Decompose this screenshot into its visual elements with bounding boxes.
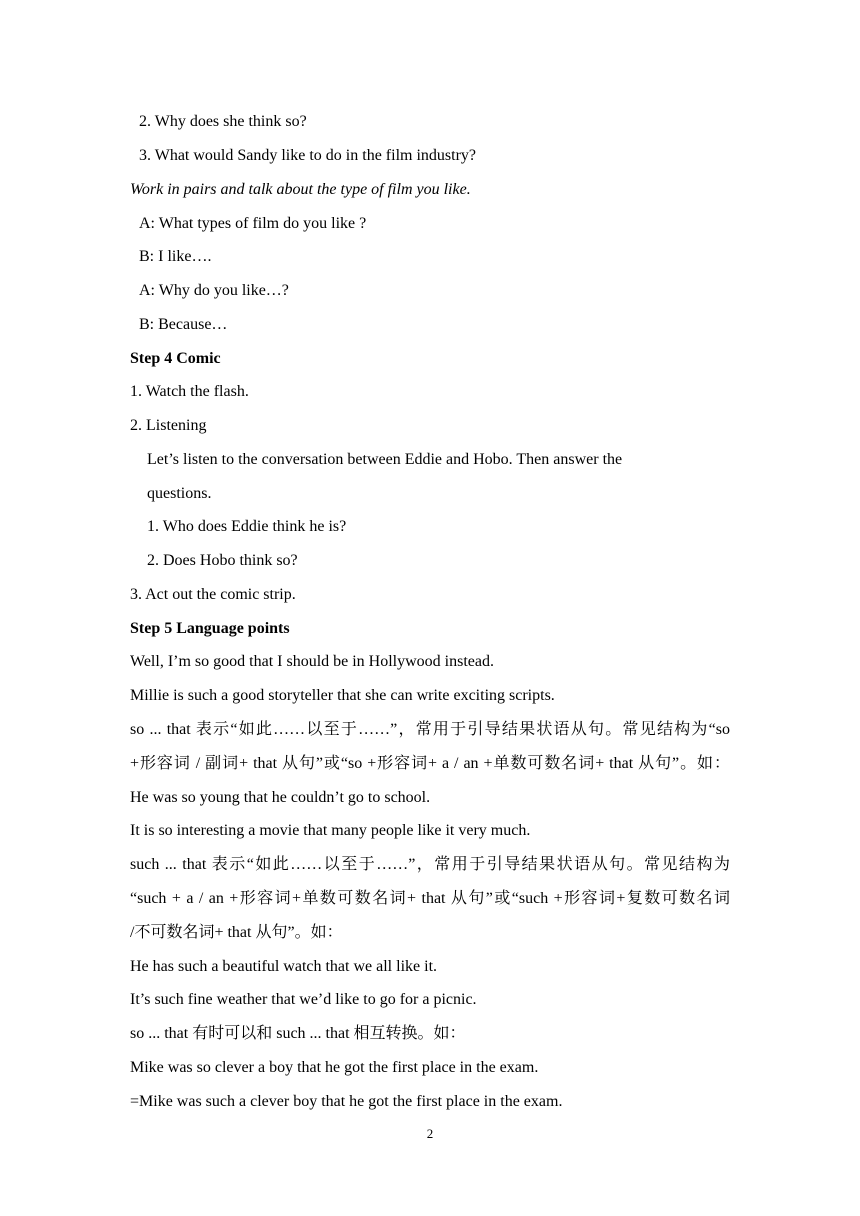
step-item: 1. Watch the flash. xyxy=(130,383,249,400)
listening-instruction: Let’s listen to the conversation between Eddie and Hobo. Then answer the xyxy=(147,451,623,468)
example-sentence: He was so young that he couldn’t go to school. xyxy=(130,789,431,806)
example-sentence: Mike was so clever a boy that he got the first place in the exam. xyxy=(130,1059,539,1076)
dialogue-line: A: Why do you like…? xyxy=(139,282,289,299)
dialogue-line: B: I like…. xyxy=(139,248,212,265)
grammar-note: so ... that 表示“如此……以至于……”，常用于引导结果状语从句。常见结构为“so xyxy=(130,721,730,738)
dialogue-line: B: Because… xyxy=(139,316,228,333)
dialogue-line: A: What types of film do you like ? xyxy=(139,215,367,232)
question-2: 2. Why does she think so? xyxy=(139,113,307,130)
question-3: 3. What would Sandy like to do in the film industry? xyxy=(139,147,476,164)
page-number: 2 xyxy=(426,1126,434,1141)
listening-question: 2. Does Hobo think so? xyxy=(147,552,298,569)
step-4-heading: Step 4 Comic xyxy=(130,350,221,367)
example-sentence: It is so interesting a movie that many people like it very much. xyxy=(130,822,531,839)
example-sentence: =Mike was such a clever boy that he got the first place in the exam. xyxy=(130,1093,563,1110)
example-sentence: It’s such fine weather that we’d like to go for a picnic. xyxy=(130,991,477,1008)
grammar-note: such ... that 表示“如此……以至于……”，常用于引导结果状语从句。常见结构为 xyxy=(130,856,730,873)
step-item: 3. Act out the comic strip. xyxy=(130,586,296,603)
grammar-note: “such + a / an +形容词+单数可数名词+ that 从句”或“such +形容词+复数可数名词 xyxy=(130,890,730,907)
listening-instruction-cont: questions. xyxy=(147,485,212,502)
grammar-note: /不可数名词+ that 从句”。如： xyxy=(130,924,343,941)
grammar-note: +形容词 / 副词+ that 从句”或“so +形容词+ a / an +单数可数名词+ that 从句”。如： xyxy=(130,755,730,772)
example-sentence: He has such a beautiful watch that we all like it. xyxy=(130,958,438,975)
listening-question: 1. Who does Eddie think he is? xyxy=(147,518,347,535)
example-sentence: Well, I’m so good that I should be in Hollywood instead. xyxy=(130,653,494,670)
step-5-heading: Step 5 Language points xyxy=(130,620,290,637)
example-sentence: Millie is such a good storyteller that she can write exciting scripts. xyxy=(130,687,555,704)
step-item: 2. Listening xyxy=(130,417,207,434)
grammar-note: so ... that 有时可以和 such ... that 相互转换。如： xyxy=(130,1025,466,1042)
pair-work-instruction: Work in pairs and talk about the type of film you like. xyxy=(130,181,471,198)
